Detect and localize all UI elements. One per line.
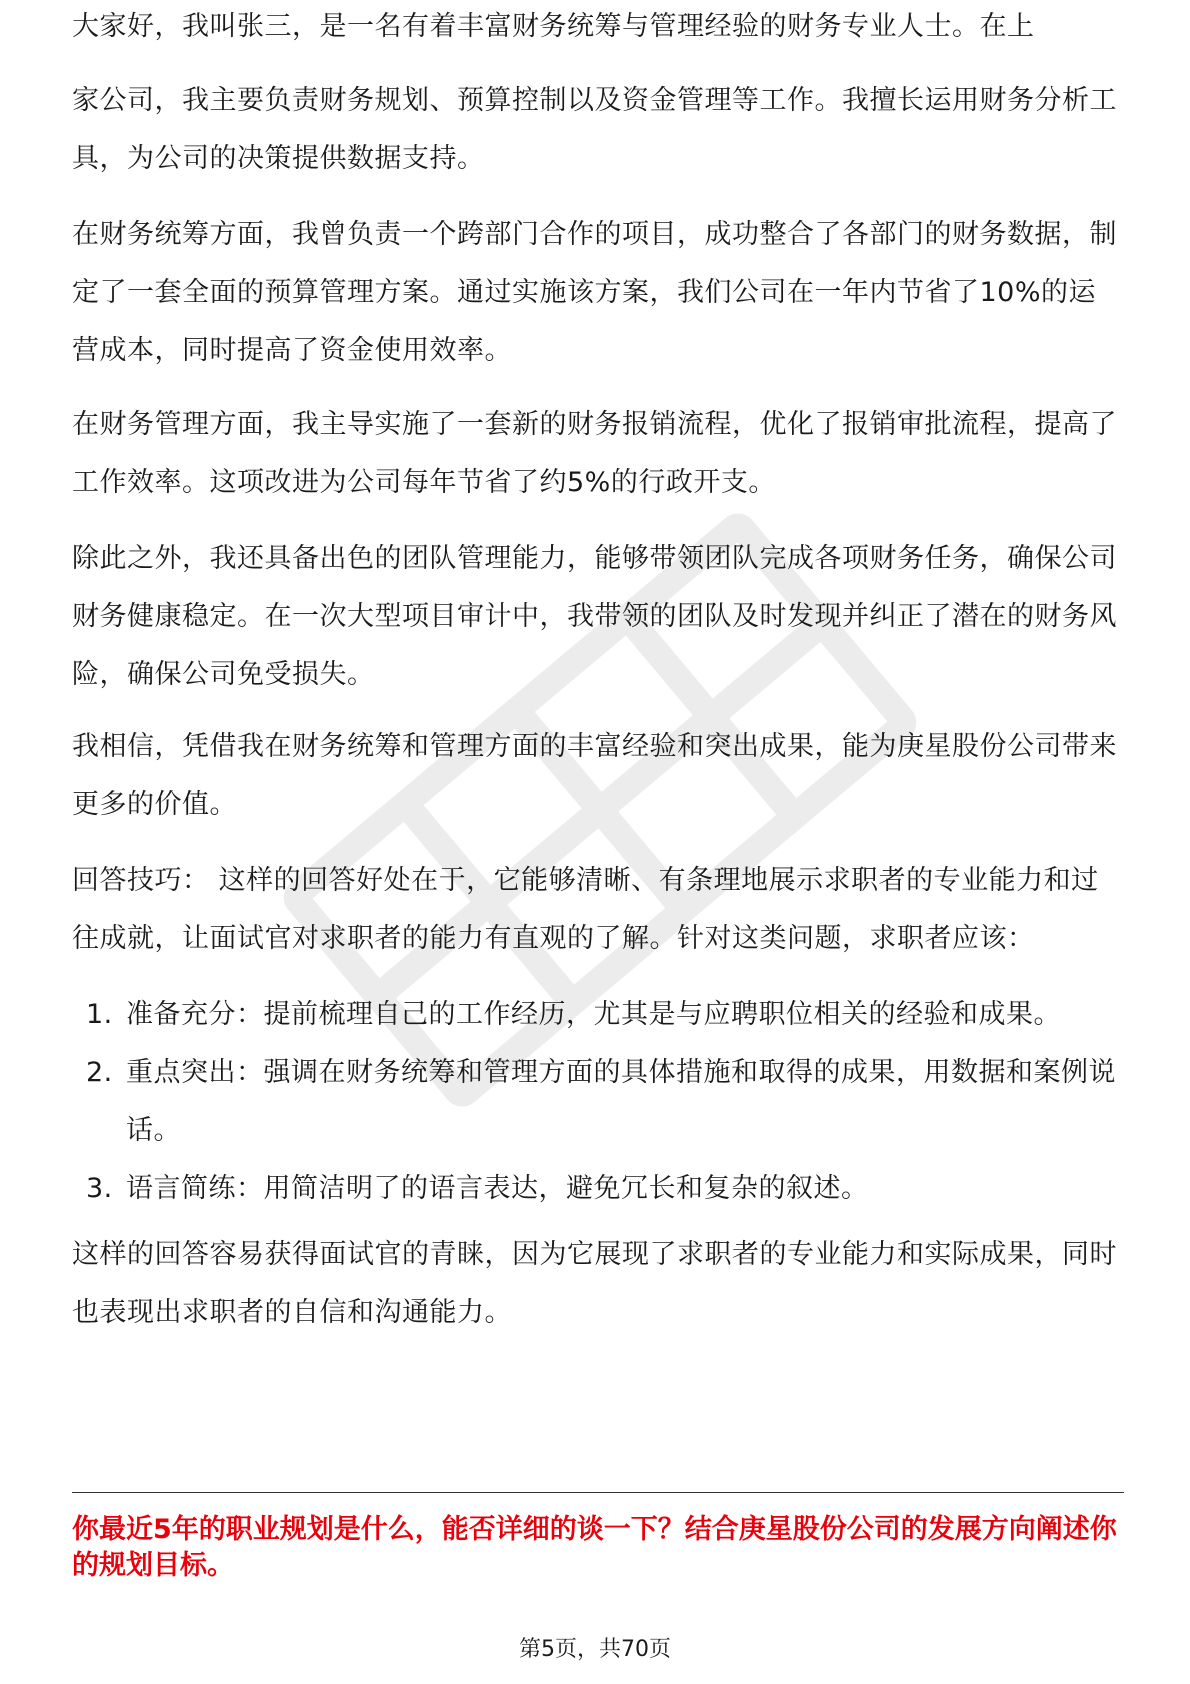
list-item <box>72 1044 1122 1160</box>
list-text: 重点突出：强调在财务统筹和管理方面的具体措施和取得的成果，用数据和案例说话。 <box>126 1057 1116 1146</box>
list-item <box>72 1160 1122 1218</box>
list-text: 语言简练：用简洁明了的语言表达，避免冗长和复杂的叙述。 <box>126 1173 869 1204</box>
paragraph-team-management: 除此之外，我还具备出色的团队管理能力，能够带领团队完成各项财务任务，确保公司财务健康稳定。在一次大型项目审计中，我带领的团队及时发现并纠正了潜在的财务风险，确保公司免受损失。 <box>72 543 1117 690</box>
paragraph-closing: 这样的回答容易获得面试官的青睐，因为它展现了求职者的专业能力和实际成果，同时也表现出求职者的自信和沟通能力。 <box>72 1239 1117 1328</box>
list-text: 准备充分：提前梳理自己的工作经历，尤其是与应聘职位相关的经验和成果。 <box>126 999 1061 1030</box>
paragraph-answer-tips: 回答技巧： 这样的回答好处在于，它能够清晰、有条理地展示求职者的专业能力和过往成就，让面试官对求职者的能力有直观的了解。针对这类问题，求职者应该： <box>72 865 1099 954</box>
list-item <box>72 986 1122 1044</box>
paragraph-financial-coordination: 在财务统筹方面，我曾负责一个跨部门合作的项目，成功整合了各部门的财务数据，制定了一套全面的预算管理方案。通过实施该方案，我们公司在一年内节省了10%的运营成本，同时提高了资金使用效率。 <box>72 219 1117 366</box>
cut-off-text-line: 大家好，我叫张三，是一名有着丰富财务统筹与管理经验的财务专业人士。在上 <box>72 11 1035 42</box>
list-number: 1. <box>86 999 113 1030</box>
paragraph-experience-intro: 家公司，我主要负责财务规划、预算控制以及资金管理等工作。我擅长运用财务分析工具，为公司的决策提供数据支持。 <box>72 85 1117 174</box>
next-question-heading: 你最近5年的职业规划是什么，能否详细的谈一下？结合庚星股份公司的发展方向阐述你的规划目标。 <box>72 1514 1117 1581</box>
tips-list <box>72 986 1122 1218</box>
list-number: 2. <box>86 1057 113 1088</box>
section-divider <box>72 1492 1124 1493</box>
paragraph-financial-management: 在财务管理方面，我主导实施了一套新的财务报销流程，优化了报销审批流程，提高了工作效率。这项改进为公司每年节省了约5%的行政开支。 <box>72 409 1117 498</box>
paragraph-conclusion: 我相信，凭借我在财务统筹和管理方面的丰富经验和突出成果，能为庚星股份公司带来更多的价值。 <box>72 731 1117 820</box>
page-footer: 第5页，共70页 <box>519 1637 671 1662</box>
list-number: 3. <box>86 1173 113 1204</box>
